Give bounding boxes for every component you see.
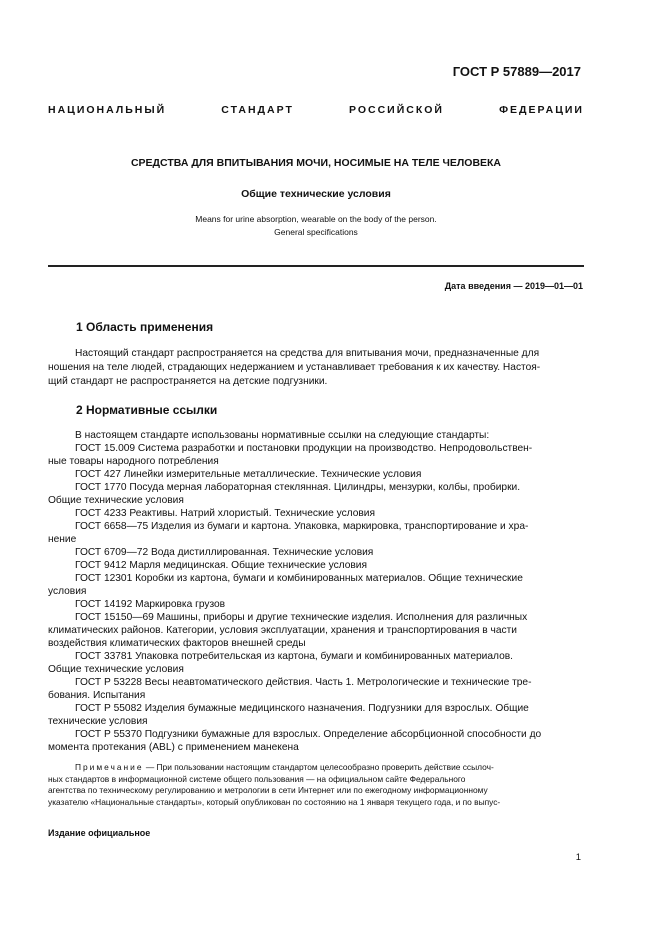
national-word: СТАНДАРТ xyxy=(221,104,294,116)
section-2-heading: 2 Нормативные ссылки xyxy=(76,403,218,417)
paragraph-line: Настоящий стандарт распространяется на средства для впитывания мочи, предназначенные для xyxy=(75,348,540,359)
reference-line: условия xyxy=(48,586,87,597)
reference-line: ГОСТ Р 55082 Изделия бумажные медицинского назначения. Подгузники для взрослых. Общие xyxy=(75,703,529,714)
reference-line: ГОСТ 15.009 Система разработки и постановки продукции на производство. Непродовольствен- xyxy=(75,443,533,454)
note-line: — При пользовании настоящим стандартом целесообразно проверить действие ссылоч- xyxy=(145,762,494,772)
paragraph-line: ношения на теле людей, страдающих недержанием и устанавливает требования к их качеству. Настоя- xyxy=(48,362,541,373)
page-number: 1 xyxy=(575,852,581,863)
official-edition-label: Издание официальное xyxy=(48,828,151,838)
reference-line: технические условия xyxy=(48,716,148,727)
reference-line: ГОСТ 12301 Коробки из картона, бумаги и комбинированных материалов. Общие технические xyxy=(75,573,523,584)
note-line: ных стандартов в информационной системе общего пользования — на официальном сайте Федерального xyxy=(48,773,466,784)
reference-line: ГОСТ Р 55370 Подгузники бумажные для взрослых. Определение абсорбционной способности до xyxy=(75,729,542,740)
reference-line: ГОСТ 4233 Реактивы. Натрий хлористый. Технические условия xyxy=(75,508,376,519)
reference-line: ГОСТ 6709—72 Вода дистиллированная. Технические условия xyxy=(75,547,374,558)
note-line: агентства по техническому регулированию и метрологии в сети Интернет или по ежегодному информационному xyxy=(48,785,488,795)
title-divider xyxy=(48,265,584,267)
note-label: Примечание xyxy=(75,762,144,772)
reference-line: воздействия климатических факторов внешней среды xyxy=(48,638,306,649)
reference-line: ГОСТ 33781 Упаковка потребительская из картона, бумаги и комбинированных материалов. xyxy=(75,651,513,662)
paragraph-line: щий стандарт не распространяется на детские подгузники. xyxy=(48,376,328,387)
reference-line: климатических районов. Категории, условия эксплуатации, хранения и транспортирования в части xyxy=(48,625,517,636)
reference-line: бования. Испытания xyxy=(48,690,146,701)
reference-line: ГОСТ 427 Линейки измерительные металлические. Технические условия xyxy=(75,469,422,480)
note-block xyxy=(48,762,584,808)
national-standard-title xyxy=(48,104,584,116)
reference-line: нение xyxy=(48,534,77,545)
national-word: НАЦИОНАЛЬНЫЙ xyxy=(48,104,167,116)
document-title: СРЕДСТВА ДЛЯ ВПИТЫВАНИЯ МОЧИ, НОСИМЫЕ НА ТЕЛЕ ЧЕЛОВЕКА xyxy=(130,157,502,169)
reference-line: ГОСТ 14192 Маркировка грузов xyxy=(75,599,226,610)
reference-line: Общие технические условия xyxy=(48,495,184,506)
national-word: ФЕДЕРАЦИИ xyxy=(499,104,584,116)
reference-line: ные товары народного потребления xyxy=(48,456,219,467)
reference-line: момента протекания (ABL) с применением манекена xyxy=(48,742,299,753)
gost-code: ГОСТ Р 57889—2017 xyxy=(452,64,581,79)
english-title-line: General specifications xyxy=(274,227,358,237)
note-line: указателю «Национальные стандарты», который опубликован по состоянию на 1 января текущего года, и по выпус- xyxy=(48,796,501,807)
references-intro: В настоящем стандарте использованы нормативные ссылки на следующие стандарты: xyxy=(75,430,490,441)
reference-line: ГОСТ 6658—75 Изделия из бумаги и картона. Упаковка, маркировка, транспортирование и хра- xyxy=(75,521,529,532)
reference-line: ГОСТ 1770 Посуда мерная лабораторная стеклянная. Цилиндры, мензурки, колбы, пробирки. xyxy=(75,482,521,493)
reference-line: ГОСТ 15150—69 Машины, приборы и другие технические изделия. Исполнения для различных xyxy=(75,612,528,623)
introduction-date: Дата введения — 2019—01—01 xyxy=(444,281,583,291)
national-word: РОССИЙСКОЙ xyxy=(348,104,444,116)
reference-line: Общие технические условия xyxy=(48,664,184,675)
document-subtitle: Общие технические условия xyxy=(241,188,391,200)
english-title-line: Means for urine absorption, wearable on the body of the person. xyxy=(195,214,437,224)
reference-line: ГОСТ Р 53228 Весы неавтоматического действия. Часть 1. Метрологические и технические тре- xyxy=(75,677,532,688)
reference-line: ГОСТ 9412 Марля медицинская. Общие технические условия xyxy=(75,560,368,571)
section-1-heading: 1 Область применения xyxy=(76,320,214,334)
